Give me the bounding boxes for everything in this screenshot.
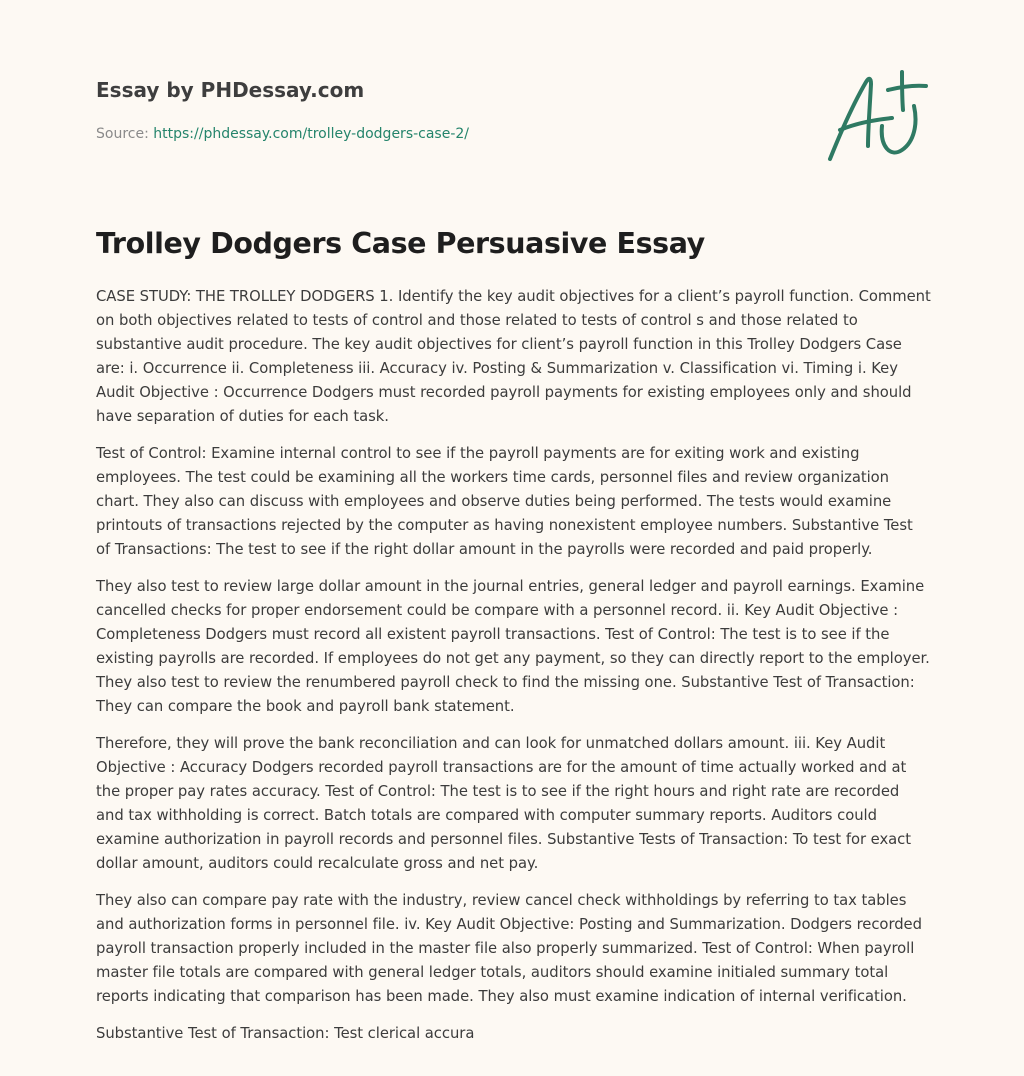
essay-title: Trolley Dodgers Case Persuasive Essay: [96, 227, 705, 260]
source-line: [96, 124, 696, 144]
essay-paragraph: CASE STUDY: THE TROLLEY DODGERS 1. Identify the key audit objectives for a client’s payroll function. Comment on both objectives related to tests of control and those related to tests of control s and those related to substantive audit procedure. The key audit objectives for client’s payroll function in this Trolley Dodgers Case are: i. Occurrence ii. Completeness iii. Accuracy iv. Posting & Summarization v. Classification vi. Timing i. Key Audit Objective : Occurrence Dodgers must recorded payroll payments for existing employees only and should have separation of duties for each task.: [96, 288, 931, 425]
essay-paragraph: Test of Control: Examine internal control to see if the payroll payments are for exiting work and existing employees. The test could be examining all the workers time cards, personnel files and review organization chart. They also can discuss with employees and observe duties being performed. The tests would examine printouts of transactions rejected by the computer as having nonexistent employee numbers. Substantive Test of Transactions: The test to see if the right dollar amount in the payrolls were recorded and paid properly.: [96, 445, 913, 558]
essay-paragraph: They also can compare pay rate with the industry, review cancel check withholdings by referring to tax tables and authorization forms in personnel file. iv. Key Audit Objective: Posting and Summarization. Dodgers recorded payroll transaction properly included in the master file also properly summarized. Test of Control: When payroll master file totals are compared with general ledger totals, auditors should examine initialed summary total reports indicating that comparison has been made. They also must examine indication of internal verification.: [96, 892, 922, 1005]
source-link[interactable]: https://phdessay.com/trolley-dodgers-case-2/: [153, 126, 470, 142]
source-label: Source:: [96, 126, 149, 142]
essay-paragraph: Therefore, they will prove the bank reconciliation and can look for unmatched dollars amount. iii. Key Audit Objective : Accuracy Dodgers recorded payroll transactions are for the amount of time actually worked and at the proper pay rates accuracy. Test of Control: The test is to see if the right hours and right rate are recorded and tax withholding is correct. Batch totals are compared with computer summary reports. Auditors could examine authorization in payroll records and personnel files. Substantive Tests of Transaction: To test for exact dollar amount, auditors could recalculate gross and net pay.: [96, 735, 912, 872]
page-header: [96, 76, 696, 144]
a-plus-logo-icon: [818, 64, 930, 168]
essay-body: [96, 285, 931, 1059]
site-title: Essay by PHDessay.com: [96, 78, 365, 102]
essay-paragraph: Substantive Test of Transaction: Test clerical accura: [96, 1025, 475, 1042]
essay-paragraph: They also test to review large dollar amount in the journal entries, general ledger and payroll earnings. Examine cancelled checks for proper endorsement could be compare with a personnel record. ii. Key Audit Objective : Completeness Dodgers must record all existent payroll transactions. Test of Control: The test is to see if the existing payrolls are recorded. If employees do not get any payment, so they can directly report to the employer. They also test to review the renumbered payroll check to find the missing one. Substantive Test of Transaction: They can compare the book and payroll bank statement.: [96, 578, 930, 715]
